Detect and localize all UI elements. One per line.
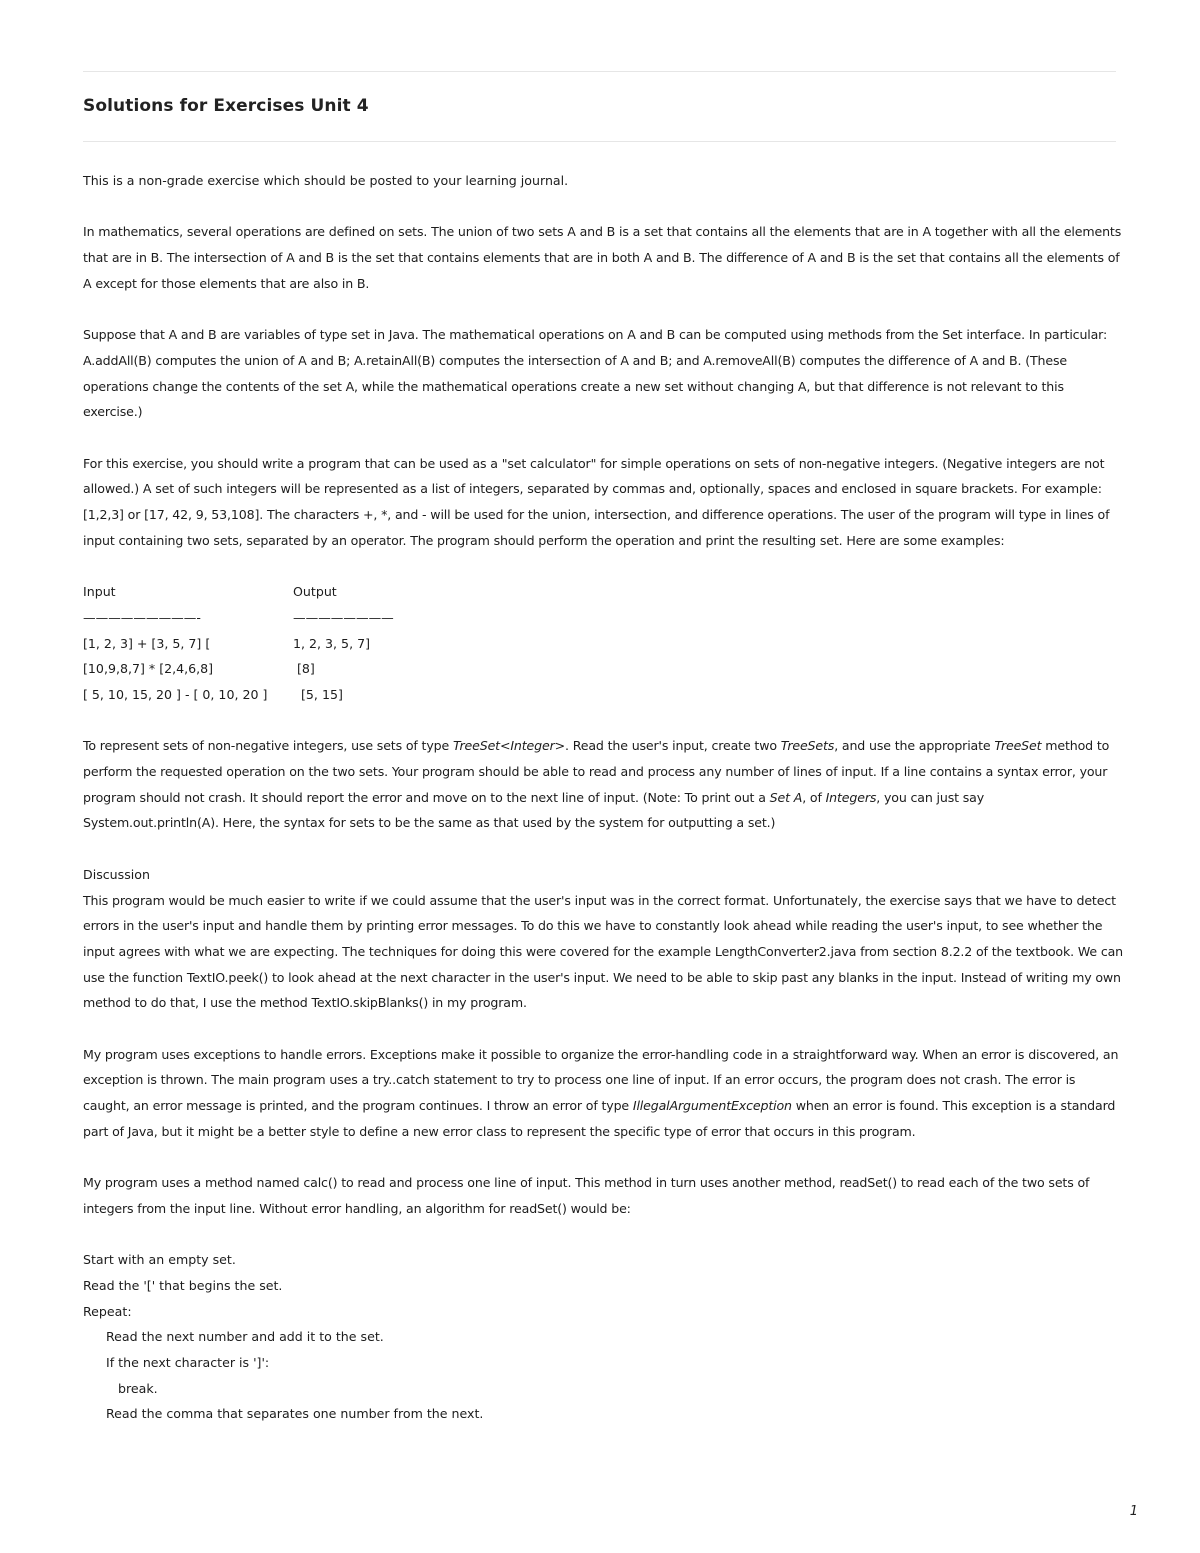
treeset-paragraph bbox=[83, 733, 1123, 836]
treeset-text-3: , and use the appropriate bbox=[834, 738, 995, 754]
example-output: [8] bbox=[293, 661, 315, 677]
java-paragraph: Suppose that A and B are variables of type set in Java. The mathematical operations on A and B can be computed using methods from the Set interface. In particular: A.addAll(B) computes the union of A and B; A.retainAll(B) computes the intersection of A and B; and A.removeAll(B) computes the difference of A and B. (These operations change the contents of the set A, while the mathematical operations create a new set without changing A, but that difference is not relevant to this exercise.) bbox=[83, 327, 1108, 420]
examples-table bbox=[83, 579, 1123, 707]
example-input: [ 5, 10, 15, 20 ] - [ 0, 10, 20 ] bbox=[83, 686, 268, 702]
algorithm-step: If the next character is ']': bbox=[106, 1355, 270, 1371]
algorithm-step: Read the '[' that begins the set. bbox=[83, 1278, 283, 1293]
exceptions-text-1: My program uses exceptions to handle errors. Exceptions make it possible to organize the error-handling code in a straightforward way. When an error is discovered, an exception is thrown. The main program uses a try..catch statement to try to process one line of input. If an error occurs, the program does not crash. The error is caught, an error message is printed, and the program continues. I throw an error of type bbox=[83, 1046, 1119, 1114]
exercise-paragraph: For this exercise, you should write a program that can be used as a "set calculator" for simple operations on sets of non-negative integers. (Negative integers are not allowed.) A set of such integers will be represented as a list of integers, separated by commas and, optionally, spaces and enclosed in square brackets. For example: [1,2,3] or [17, 42, 9, 53,108]. The characters +, *, and - will be used for the union, intersection, and difference operations. The user of the program will type in lines of input containing two sets, separated by an operator. The program should perform the operation and print the resulting set. Here are some examples: bbox=[83, 455, 1110, 548]
table-header-row bbox=[83, 579, 1123, 605]
treesets-emphasis: TreeSets bbox=[780, 738, 835, 754]
sets-paragraph: In mathematics, several operations are defined on sets. The union of two sets A and B is a set that contains all the elements that are in A together with all the elements that are in B. The intersection of A and B is the set that contains elements that are in both A and B. The difference of A and B is the set that contains all the elements of A except for those elements that are also in B. bbox=[83, 224, 1122, 291]
input-column-header: Input bbox=[83, 584, 116, 600]
output-separator: ———————— bbox=[293, 609, 394, 625]
exceptions-paragraph bbox=[83, 1042, 1123, 1145]
example-output: 1, 2, 3, 5, 7] bbox=[293, 635, 371, 651]
treeset-text-6: , of bbox=[802, 789, 826, 805]
output-column-header: Output bbox=[293, 584, 337, 600]
algorithm-step: Read the next number and add it to the set. bbox=[106, 1329, 384, 1345]
treeset-text-1: To represent sets of non-negative integers, use sets of type bbox=[83, 738, 453, 754]
table-row bbox=[83, 656, 1123, 682]
exceptions-text-2: when an error is found. This exception is a standard part of Java, but it might be a better style to define a new error class to represent the specific type of error that occurs in this program. bbox=[83, 1098, 1116, 1139]
example-output: [5, 15] bbox=[293, 686, 343, 702]
algorithm-step: Repeat: bbox=[83, 1303, 132, 1319]
page-number: 1 bbox=[1129, 1504, 1138, 1519]
discussion-heading: Discussion bbox=[83, 866, 150, 882]
title-divider bbox=[83, 141, 1116, 142]
treeset-emphasis: TreeSet bbox=[994, 738, 1042, 754]
algorithm-step: Read the comma that separates one number from the next. bbox=[106, 1406, 484, 1422]
page-title: Solutions for Exercises Unit 4 bbox=[83, 96, 369, 116]
a-emphasis: A bbox=[793, 789, 803, 805]
exception-type-emphasis: IllegalArgumentException bbox=[632, 1098, 792, 1114]
example-input: [10,9,8,7] * [2,4,6,8] bbox=[83, 661, 214, 677]
table-row bbox=[83, 631, 1123, 657]
table-separator-row bbox=[83, 605, 1123, 631]
intro-paragraph: This is a non-grade exercise which should be posted to your learning journal. bbox=[83, 173, 569, 188]
table-row bbox=[83, 682, 1123, 708]
discussion-paragraph: This program would be much easier to write if we could assume that the user's input was in the correct format. Unfortunately, the exercise says that we have to detect errors in the user's input and handle them by printing error messages. To do this we have to constantly look ahead while reading the user's input, to see whether the input agrees with what we are expecting. The techniques for doing this were covered for the example LengthConverter2.java from section 8.2.2 of the textbook. We can use the function TextIO.peek() to look ahead at the next character in the user's input. We need to be able to skip past any blanks in the input. Instead of writing my own method to do that, I use the method TextIO.skipBlanks() in my program. bbox=[83, 892, 1124, 1011]
readset-algorithm bbox=[83, 1247, 1123, 1427]
treeset-type-emphasis: TreeSet<Integer> bbox=[452, 738, 566, 754]
set-emphasis: Set bbox=[769, 789, 790, 805]
document-body bbox=[83, 168, 1123, 1427]
calc-paragraph: My program uses a method named calc() to read and process one line of input. This method in turn uses another method, readSet() to read each of the two sets of integers from the input line. Without error handling, an algorithm for readSet() would be: bbox=[83, 1175, 1090, 1216]
treeset-text-2: . Read the user's input, create two bbox=[565, 738, 781, 754]
top-divider bbox=[83, 71, 1116, 72]
treeset-text-4: method to perform the requested operation on the two sets. Your program should be able to read and process any number of lines of input. If a line contains a syntax error, your program should not crash. It should report the error and move on to the next line of input. (Note: To print out a bbox=[83, 738, 1110, 805]
treeset-text-7: , you can just say System.out.println(A). Here, the syntax for sets to be the same as that used by the system for outputting a set.) bbox=[83, 789, 985, 831]
example-input: [1, 2, 3] + [3, 5, 7] [ bbox=[83, 635, 211, 651]
algorithm-step: Start with an empty set. bbox=[83, 1252, 236, 1268]
integers-emphasis: Integers bbox=[825, 789, 877, 805]
algorithm-step: break. bbox=[118, 1380, 158, 1396]
input-separator: —————————- bbox=[83, 609, 201, 625]
